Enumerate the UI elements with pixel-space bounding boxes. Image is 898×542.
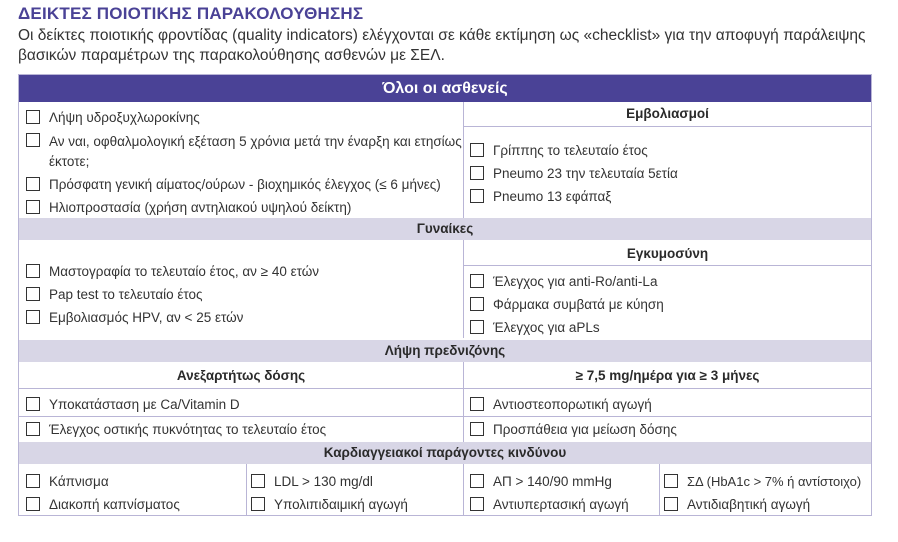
all-patients-header: Όλοι οι ασθενείς (19, 75, 871, 102)
checkbox[interactable] (470, 474, 484, 488)
checklist-item-pap-test[interactable]: Pap test το τελευταίο έτος (26, 286, 463, 304)
checklist-item-eye-exam[interactable]: Αν ναι, οφθαλμολογική εξέταση 5 χρόνια μετά την έναρξη και ετησίως έκτοτε; (26, 132, 466, 172)
intro-paragraph: Οι δείκτες ποιοτικής φροντίδας (quality indicators) ελέγχονται σε κάθε εκτίμηση ως «checklist» για την αποφυγή παράλειψης βασικών παραμέτρων της παρακολούθησης ασθενών με ΣΕΛ. (18, 27, 866, 64)
checkbox[interactable] (470, 397, 484, 411)
checkbox[interactable] (26, 474, 40, 488)
checklist-item-flu-vaccine[interactable]: Γρίππης το τελευταίο έτος (470, 142, 870, 160)
checkbox[interactable] (470, 297, 484, 311)
checkbox[interactable] (251, 497, 265, 511)
divider (659, 464, 660, 516)
checklist-item-smoking[interactable]: Κάπνισμα (26, 473, 244, 491)
cardio-header: Καρδιαγγειακοί παράγοντες κινδύνου (19, 442, 871, 464)
checkbox[interactable] (26, 397, 40, 411)
checkbox[interactable] (470, 274, 484, 288)
checkbox[interactable] (26, 497, 40, 511)
checklist-item-quit-smoking[interactable]: Διακοπή καπνίσματος (26, 496, 244, 514)
checklist-item-diabetes[interactable]: ΣΔ (HbA1c > 7% ή αντίστοιχο) (664, 473, 871, 491)
checkbox[interactable] (664, 474, 678, 488)
checklist-item-mammography[interactable]: Μαστογραφία το τελευταίο έτος, αν ≥ 40 ετών (26, 263, 463, 281)
checklist-item-blood-pressure[interactable]: ΑΠ > 140/90 mmHg (470, 473, 658, 491)
checkbox[interactable] (251, 474, 265, 488)
checkbox[interactable] (26, 310, 40, 324)
checkbox[interactable] (470, 189, 484, 203)
checklist-item-bone-density[interactable]: Έλεγχος οστικής πυκνότητας το τελευταίο έτος (26, 421, 463, 439)
high-dose-header: ≥ 7,5 mg/ημέρα για ≥ 3 μήνες (575, 368, 760, 383)
page-title: ΔΕΙΚΤΕΣ ΠΟΙΟΤΙΚΗΣ ΠΑΡΑΚΟΛΟΥΘΗΣΗΣ (18, 4, 364, 23)
vaccines-header: Εμβολιασμοί (626, 106, 709, 121)
checkbox[interactable] (26, 177, 40, 191)
checkbox[interactable] (26, 200, 40, 214)
divider (463, 464, 464, 516)
checklist-item-pneumo13[interactable]: Pneumo 13 εφάπαξ (470, 188, 870, 206)
checkbox[interactable] (470, 422, 484, 436)
checklist-item-antihypertensive[interactable]: Αντιυπερτασική αγωγή (470, 496, 658, 514)
divider (464, 126, 871, 127)
checkbox[interactable] (26, 287, 40, 301)
checkbox[interactable] (664, 497, 678, 511)
checklist-item-sun-protection[interactable]: Ηλιοπροστασία (χρήση αντηλιακού υψηλού δείκτη) (26, 199, 463, 217)
checklist-item-anti-ro-la[interactable]: Έλεγχος για anti-Ro/anti-La (470, 273, 870, 291)
checkbox[interactable] (26, 264, 40, 278)
divider (19, 388, 871, 389)
pregnancy-header: Εγκυμοσύνη (626, 246, 709, 261)
checkbox[interactable] (26, 133, 40, 147)
checklist-item-antidiabetic[interactable]: Αντιδιαβητική αγωγή (664, 496, 871, 514)
checklist-item-ldl[interactable]: LDL > 130 mg/dl (251, 473, 461, 491)
checklist-item-pregnancy-drugs[interactable]: Φάρμακα συμβατά με κύηση (470, 296, 870, 314)
checklist-item-blood-tests[interactable]: Πρόσφατη γενική αίματος/ούρων - βιοχημικός έλεγχος (≤ 6 μήνες) (26, 176, 463, 194)
prednisone-header: Λήψη πρεδνιζόνης (19, 340, 871, 362)
checklist-item-hpv-vaccine[interactable]: Εμβολιασμός HPV, αν < 25 ετών (26, 309, 463, 327)
checklist-item-pneumo23[interactable]: Pneumo 23 την τελευταία 5ετία (470, 165, 870, 183)
checkbox[interactable] (26, 110, 40, 124)
any-dose-header: Ανεξαρτήτως δόσης (176, 368, 306, 383)
checkbox[interactable] (26, 422, 40, 436)
divider (246, 464, 247, 516)
checkbox[interactable] (470, 143, 484, 157)
women-header: Γυναίκες (19, 218, 871, 240)
checkbox[interactable] (470, 497, 484, 511)
checkbox[interactable] (470, 320, 484, 334)
checklist-item-apls[interactable]: Έλεγχος για aPLs (470, 319, 870, 337)
divider (464, 265, 871, 266)
checklist-item-hydroxychloroquine[interactable]: Λήψη υδροξυχλωροκίνης (26, 109, 458, 127)
checkbox[interactable] (470, 166, 484, 180)
checklist-item-lipid-therapy[interactable]: Υπολιπιδαιμική αγωγή (251, 496, 461, 514)
divider (19, 416, 871, 417)
checklist-item-ca-vitd[interactable]: Υποκατάσταση με Ca/Vitamin D (26, 396, 463, 414)
quality-indicators-table (18, 74, 872, 516)
checklist-item-dose-reduction[interactable]: Προσπάθεια για μείωση δόσης (470, 421, 870, 439)
checklist-item-antiosteoporotic[interactable]: Αντιοστεοπορωτική αγωγή (470, 396, 870, 414)
